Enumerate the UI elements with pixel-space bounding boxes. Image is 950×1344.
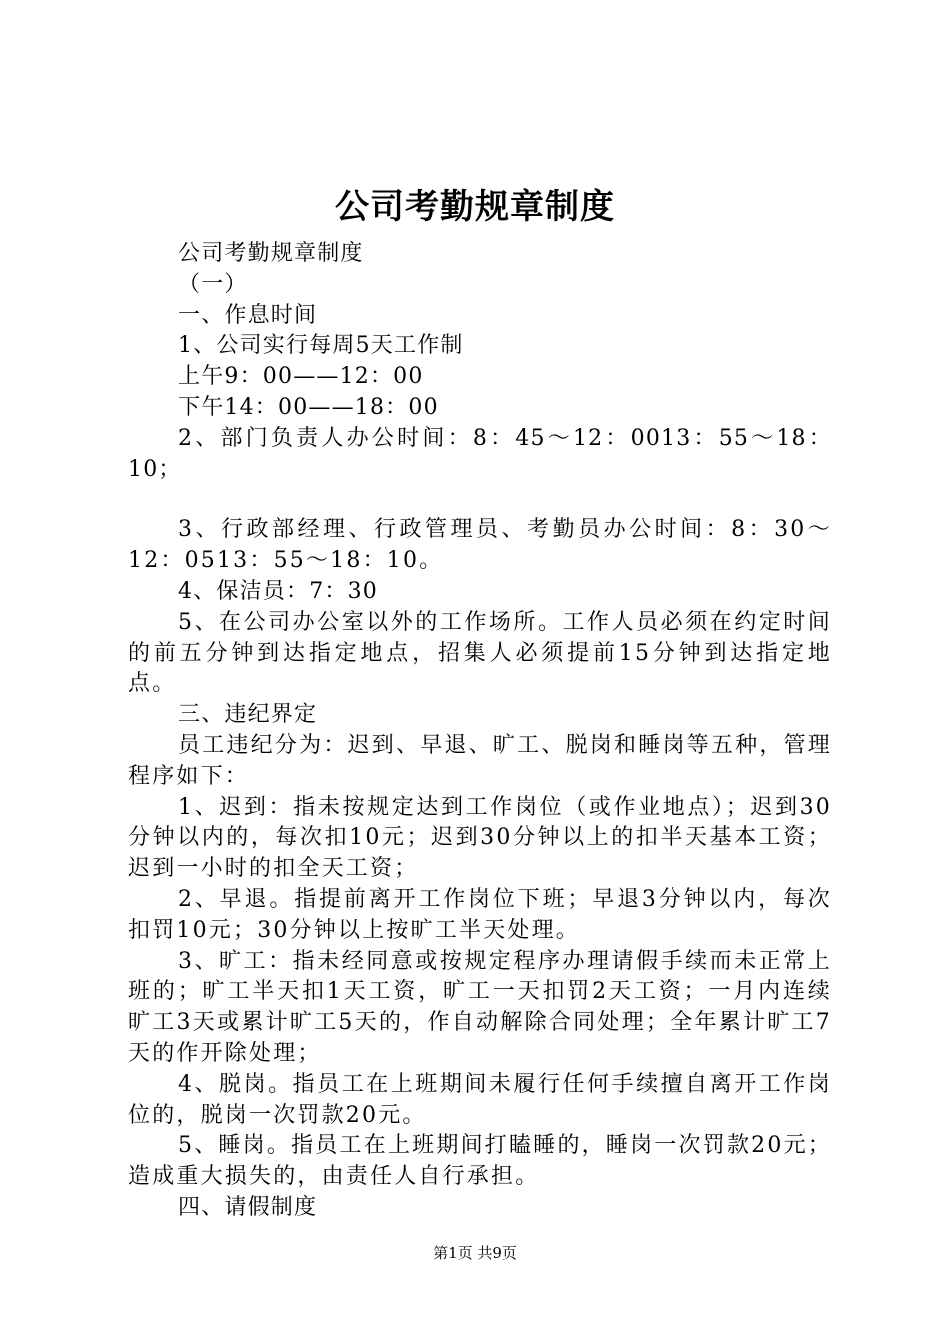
paragraph: 2、部门负责人办公时间：8：45～12：0013：55～18：10； [128, 425, 832, 482]
paragraph: 2、早退。指提前离开工作岗位下班；早退3分钟以内，每次扣罚10元；30分钟以上按旷工半天处理。 [128, 886, 832, 943]
document-body [128, 239, 832, 1224]
paragraph: 1、迟到：指未按规定达到工作岗位（或作业地点）；迟到30分钟以内的，每次扣10元；迟到30分钟以上的扣半天基本工资；迟到一小时的扣全天工资； [128, 794, 832, 882]
blank-line [128, 485, 832, 515]
document-title: 公司考勤规章制度 [335, 187, 615, 227]
paragraph: 3、行政部经理、行政管理员、考勤员办公时间：8：30～12：0513：55～18：10。 [128, 517, 832, 574]
paragraph: 下午14：00——18：00 [178, 394, 439, 420]
paragraph: 5、睡岗。指员工在上班期间打瞌睡的，睡岗一次罚款20元；造成重大损失的，由责任人自行承担。 [128, 1133, 832, 1190]
paragraph: 公司考勤规章制度 [178, 241, 364, 266]
paragraph: 4、脱岗。指员工在上班期间未履行任何手续擅自离开工作岗位的，脱岗一次罚款20元。 [128, 1071, 832, 1128]
section-heading: 四、请假制度 [178, 1194, 318, 1220]
paragraph: 1、公司实行每周5天工作制 [178, 333, 464, 359]
paragraph: 上午9：00——12：00 [178, 364, 424, 390]
section-heading: 一、作息时间 [178, 302, 318, 328]
section-heading: 三、违纪界定 [178, 702, 318, 728]
page-number: 第1页 共9页 [433, 1244, 517, 1262]
paragraph: 3、旷工：指未经同意或按规定程序办理请假手续而未正常上班的；旷工半天扣1天工资，旷工一天扣罚2天工资；一月内连续旷工3天或累计旷工5天的，作自动解除合同处理；全年累计旷工7天的作开除处理； [128, 948, 832, 1066]
paragraph: 5、在公司办公室以外的工作场所。工作人员必须在约定时间的前五分钟到达指定地点，招集人必须提前15分钟到达指定地点。 [128, 609, 832, 697]
paragraph: 4、保洁员：7：30 [178, 578, 378, 604]
paragraph: 员工违纪分为：迟到、早退、旷工、脱岗和睡岗等五种，管理程序如下： [128, 732, 832, 789]
paragraph: （一） [178, 271, 248, 297]
